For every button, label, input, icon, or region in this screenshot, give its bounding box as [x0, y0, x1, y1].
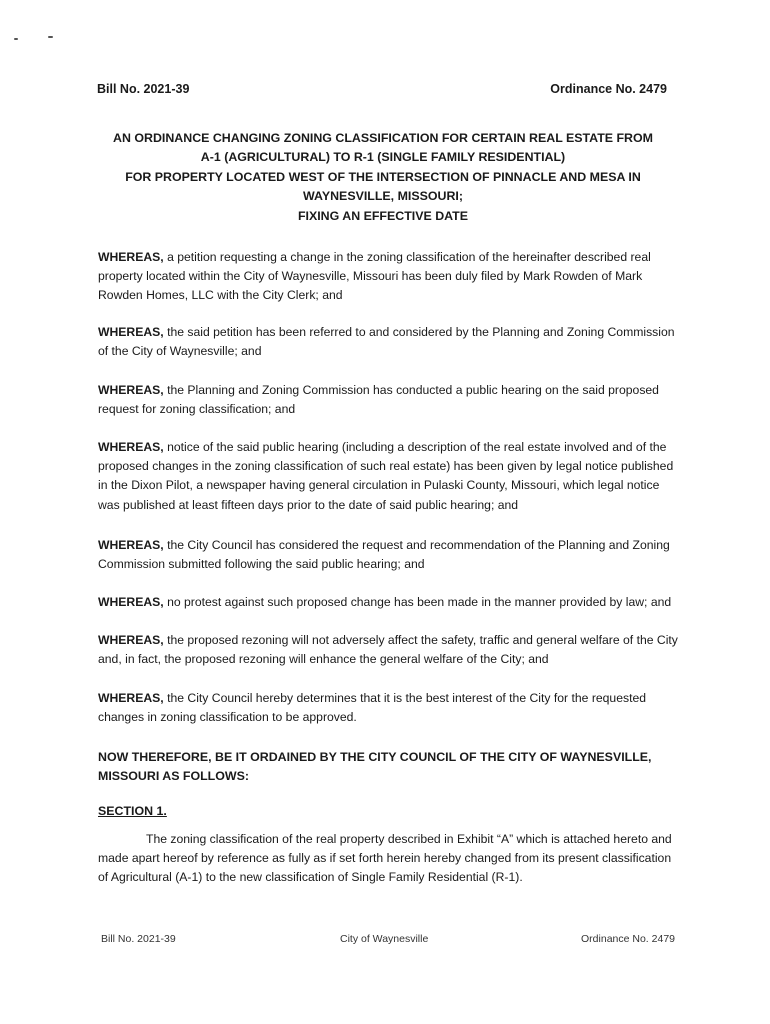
- whereas-lead: WHEREAS,: [98, 325, 164, 339]
- bill-number-header: Bill No. 2021-39: [97, 82, 190, 96]
- whereas-paragraph: [98, 593, 678, 612]
- whereas-text: notice of the said public hearing (including a description of the real estate involved and of the proposed changes in the zoning classification of such real estate) has been given by legal notice published in the Dixon Pilot, a newspaper having general circulation in Pulaski County, Missouri, which legal notice was published at least fifteen days prior to the date of said public hearing; and: [98, 440, 674, 512]
- whereas-paragraph: [98, 248, 678, 306]
- whereas-lead: WHEREAS,: [98, 633, 164, 647]
- scan-speck: [14, 38, 18, 40]
- whereas-lead: WHEREAS,: [98, 440, 164, 454]
- whereas-lead: WHEREAS,: [98, 250, 164, 264]
- whereas-text: the City Council hereby determines that it is the best interest of the City for the requested changes in zoning classification to be approved.: [98, 691, 647, 725]
- whereas-text: the proposed rezoning will not adversely affect the safety, traffic and general welfare of the City and, in fact, the proposed rezoning will enhance the general welfare of the City; and: [98, 633, 678, 667]
- scan-speck: [48, 36, 53, 38]
- whereas-paragraph: [98, 381, 678, 419]
- ordinance-title: [100, 129, 666, 226]
- whereas-lead: WHEREAS,: [98, 691, 164, 705]
- whereas-paragraph: [98, 689, 678, 727]
- whereas-paragraph: [98, 631, 678, 669]
- ordinance-number-header: Ordinance No. 2479: [550, 82, 667, 96]
- whereas-lead: WHEREAS,: [98, 383, 164, 397]
- footer-ordinance-number: Ordinance No. 2479: [581, 933, 675, 945]
- whereas-lead: WHEREAS,: [98, 595, 164, 609]
- section-heading: SECTION 1.: [98, 804, 167, 818]
- footer-city: City of Waynesville: [340, 933, 429, 945]
- title-line: WAYNESVILLE, MISSOURI;: [303, 189, 463, 204]
- title-line: AN ORDINANCE CHANGING ZONING CLASSIFICATION FOR CERTAIN REAL ESTATE FROM: [113, 131, 653, 145]
- title-line: A-1 (AGRICULTURAL) TO R-1 (SINGLE FAMILY RESIDENTIAL): [200, 150, 566, 165]
- enacting-clause: NOW THEREFORE, BE IT ORDAINED BY THE CITY COUNCIL OF THE CITY OF WAYNESVILLE, MISSOURI AS FOLLOWS:: [98, 750, 652, 784]
- whereas-paragraph: [98, 323, 678, 361]
- footer-bill-number: Bill No. 2021-39: [101, 933, 176, 945]
- section-text: The zoning classification of the real property described in Exhibit “A” which is attached hereto and made apart hereof by reference as fully as if set forth herein hereby changed from its present classification of Agricultural (A-1) to the new classification of Single Family Residential (R-1).: [98, 832, 672, 885]
- whereas-text: the Planning and Zoning Commission has conducted a public hearing on the said proposed request for zoning classification; and: [98, 383, 659, 417]
- title-line: FIXING AN EFFECTIVE DATE: [297, 208, 469, 223]
- whereas-paragraph: [98, 536, 678, 574]
- whereas-lead: WHEREAS,: [98, 538, 164, 552]
- whereas-text: the City Council has considered the request and recommendation of the Planning and Zoning Commission submitted following the said public hearing; and: [98, 538, 670, 572]
- whereas-paragraph: [98, 438, 678, 515]
- whereas-text: no protest against such proposed change has been made in the manner provided by law; and: [167, 595, 672, 609]
- whereas-text: the said petition has been referred to and considered by the Planning and Zoning Commission of the City of Waynesville; and: [98, 325, 675, 359]
- title-line: FOR PROPERTY LOCATED WEST OF THE INTERSECTION OF PINNACLE AND MESA IN: [125, 169, 641, 184]
- whereas-text: a petition requesting a change in the zoning classification of the hereinafter described real property located within the City of Waynesville, Missouri has been duly filed by Mark Rowden of Mark Rowden Homes, LLC with the City Clerk; and: [98, 250, 651, 303]
